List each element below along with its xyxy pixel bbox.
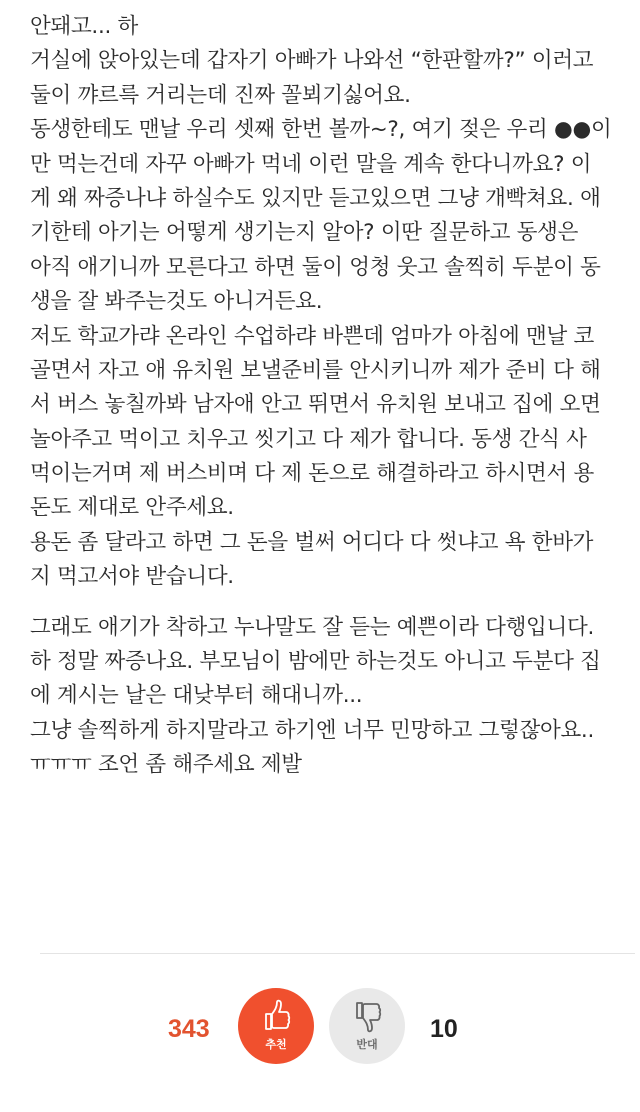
post-line: 거실에 앉아있는데 갑자기 아빠가 나와선 “한판할까?” 이러고 [30, 48, 594, 74]
upvote-label: 추천 [265, 1038, 287, 1051]
downvote-label: 반대 [356, 1038, 378, 1051]
post-line: 둘이 꺄르륵 거리는데 진짜 꼴뵈기싫어요. [30, 82, 411, 108]
post-line: 동생한테도 맨날 우리 셋째 한번 볼까~?, 여기 젖은 우리 ●●이 [30, 117, 612, 143]
post-line: 지 먹고서야 받습니다. [30, 564, 234, 590]
vote-bar [0, 983, 640, 1083]
post-line: 아직 애기니까 모른다고 하면 둘이 엉청 웃고 솔찍히 두분이 동 [30, 254, 601, 280]
post-line: 골면서 자고 애 유치원 보낼준비를 안시키니까 제가 준비 다 해 [30, 357, 601, 383]
post-line: 하 정말 짜증나요. 부모님이 밤에만 하는것도 아니고 두분다 집 [30, 649, 601, 675]
post-line: 그냥 솔찍하게 하지말라고 하기엔 너무 민망하고 그렇잖아요.. [30, 717, 595, 743]
post-body [30, 10, 630, 783]
post-line: 서 버스 놓칠까봐 남자애 안고 뛰면서 유치원 보내고 집에 오면 [30, 392, 601, 418]
content-divider [40, 953, 635, 954]
post-line: 놀아주고 먹이고 치우고 씻기고 다 제가 합니다. 동생 간식 사 [30, 426, 587, 452]
post-line: ㅠㅠㅠ 조언 좀 해주세요 제발 [30, 752, 302, 778]
upvote-count: 343 [168, 1015, 210, 1043]
post-line: 기한테 아기는 어떻게 생기는지 알아? 이딴 질문하고 동생은 [30, 220, 579, 246]
post-line: 안돼고... 하 [30, 14, 139, 39]
post-line: 만 먹는건데 자꾸 아빠가 먹네 이런 말을 계속 한다니까요? 이 [30, 151, 592, 177]
post-line: 생을 잘 봐주는것도 아니거든요. [30, 289, 323, 315]
downvote-button[interactable] [329, 988, 405, 1064]
post-line: 먹이는거며 제 버스비며 다 제 돈으로 해결하라고 하시면서 용 [30, 461, 595, 487]
post-line: 에 계시는 날은 대낮부터 해대니까... [30, 683, 363, 709]
post-line: 그래도 애기가 착하고 누나말도 잘 듣는 예쁜이라 다행입니다. [30, 614, 595, 640]
post-line: 게 왜 짜증나냐 하실수도 있지만 듣고있으면 그냥 개빡쳐요. 애 [30, 185, 601, 211]
paragraph-gap [30, 595, 630, 611]
downvote-count: 10 [430, 1015, 458, 1043]
post-line: 용돈 좀 달라고 하면 그 돈을 벌써 어디다 다 썻냐고 욕 한바가 [30, 529, 594, 555]
upvote-button[interactable] [238, 988, 314, 1064]
post-line: 돈도 제대로 안주세요. [30, 495, 234, 521]
thumbs-down-icon [351, 998, 383, 1034]
post-line: 저도 학교가랴 온라인 수업하랴 바쁜데 엄마가 아침에 맨날 코 [30, 323, 595, 349]
thumbs-up-icon [260, 998, 292, 1034]
